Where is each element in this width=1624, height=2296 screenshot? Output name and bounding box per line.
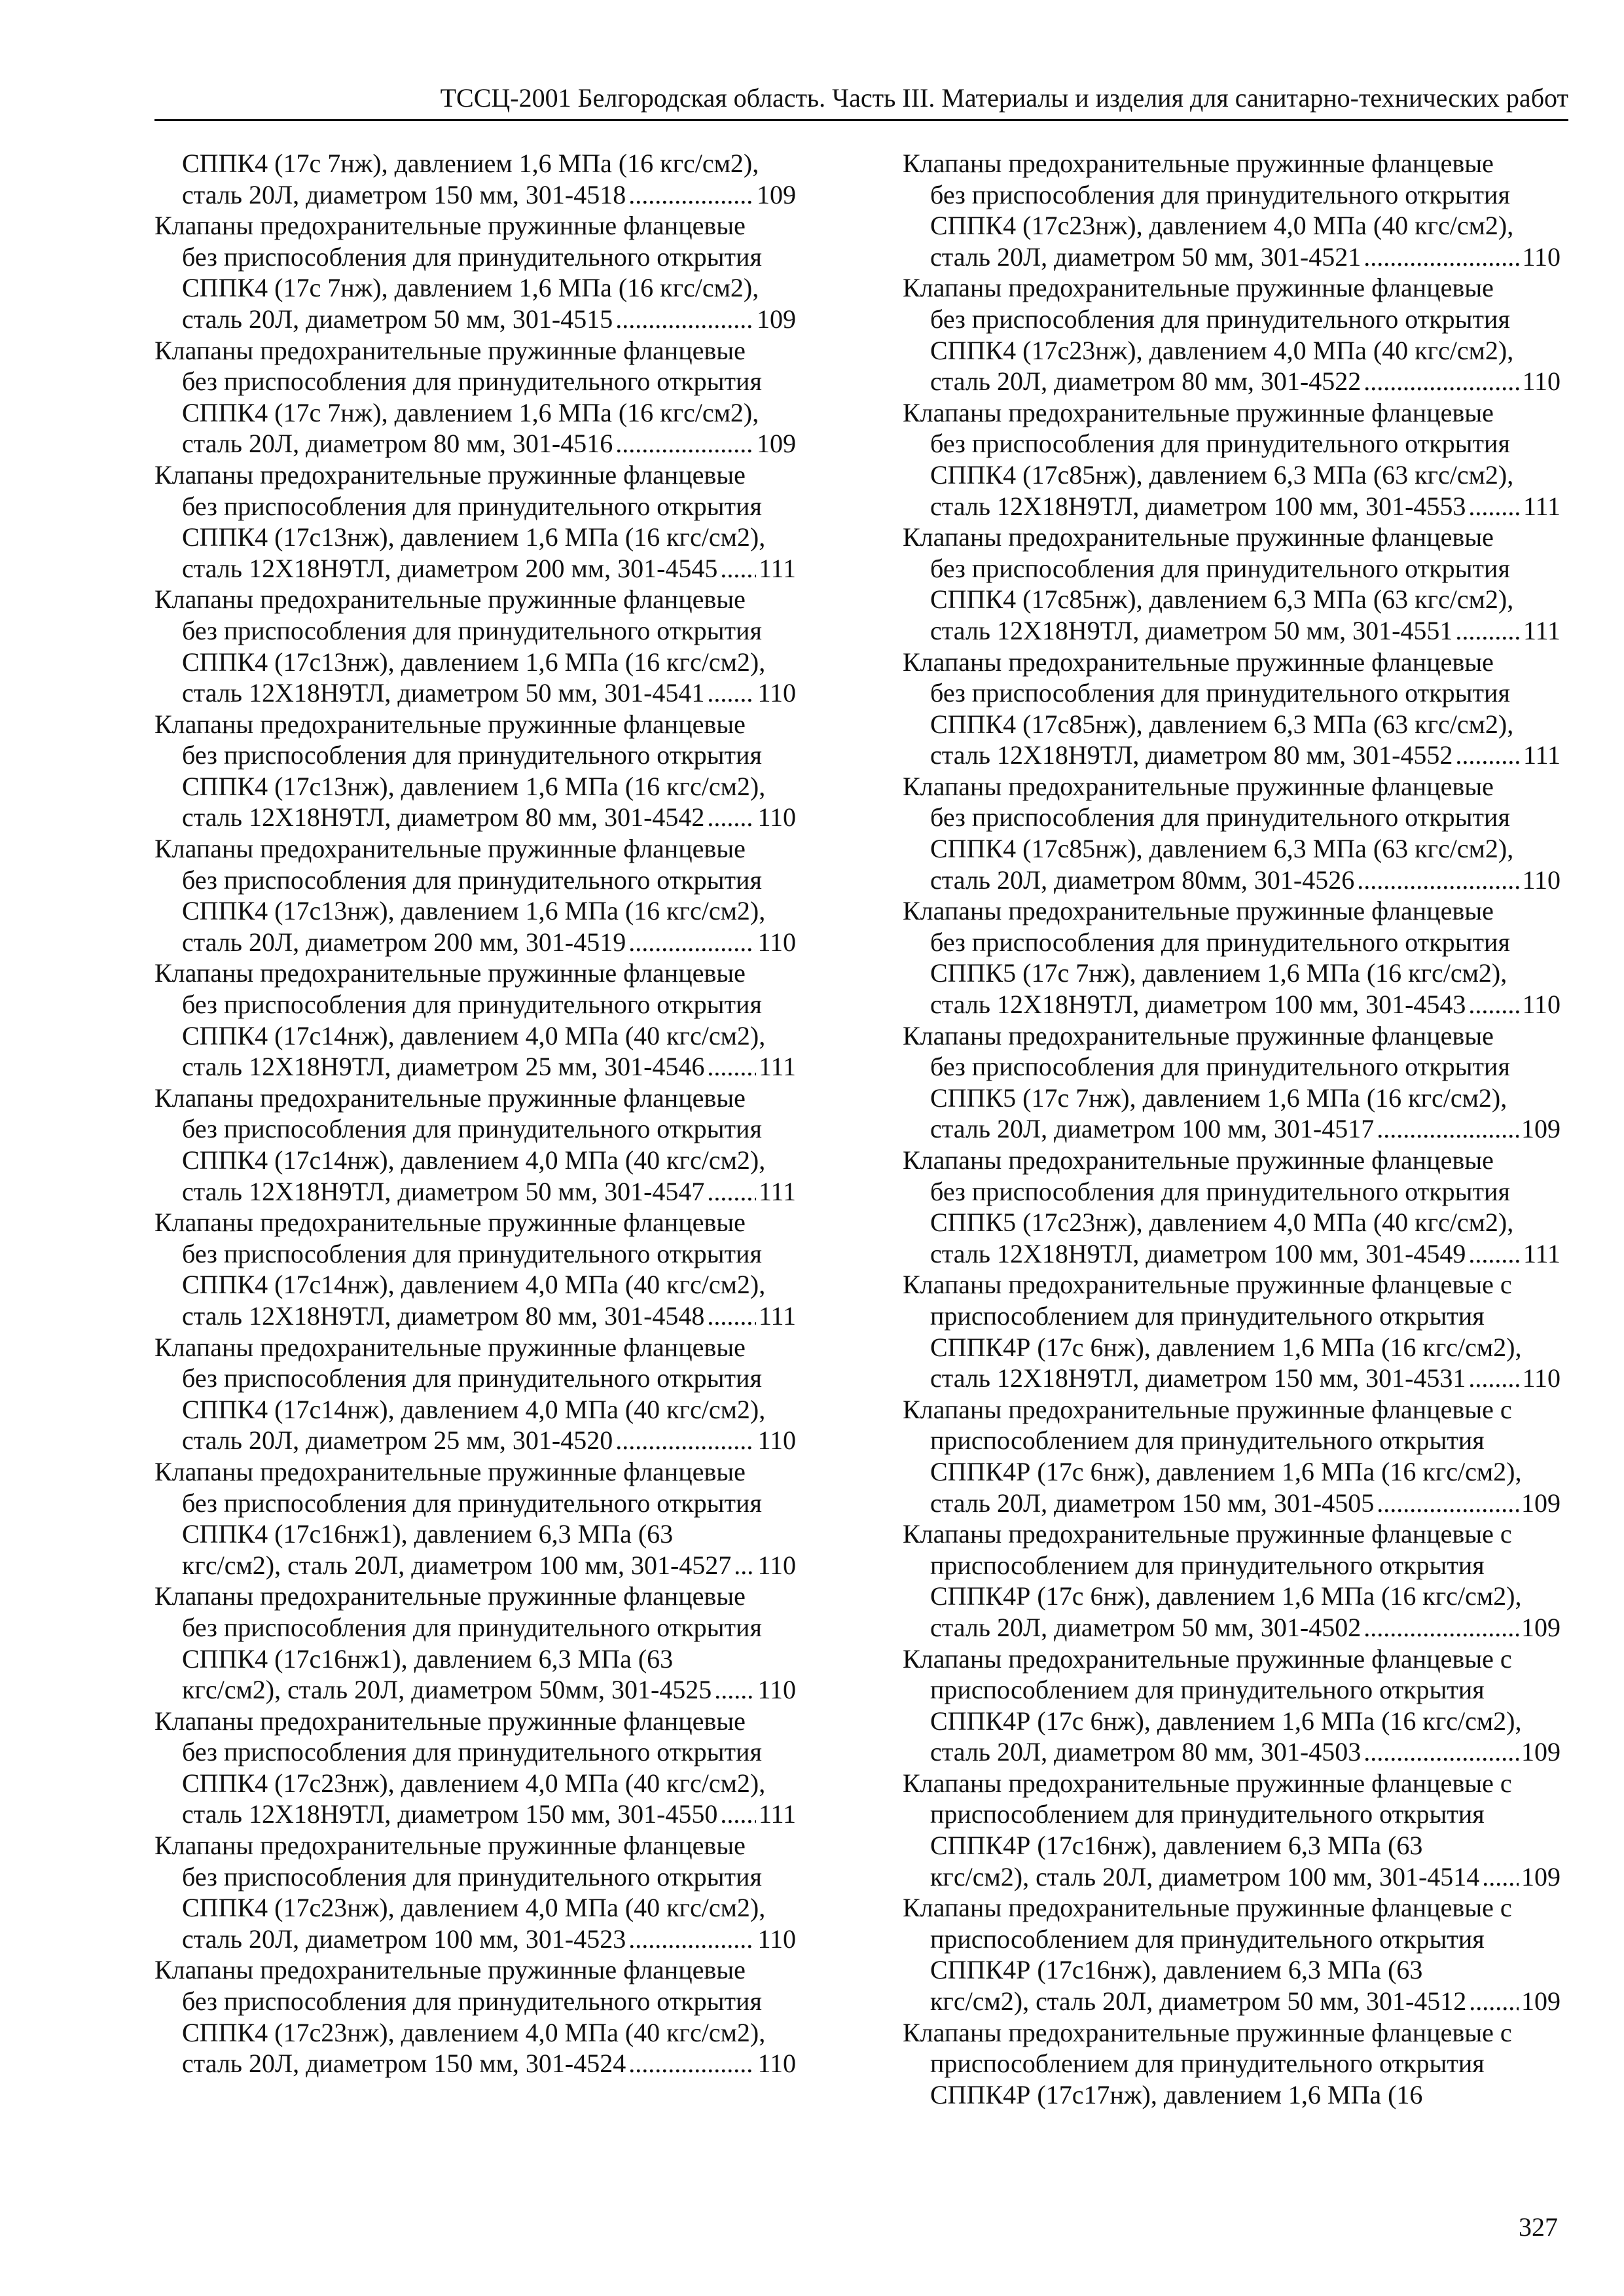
index-entry-line: без приспособления для принудительного открытия bbox=[182, 367, 762, 397]
dot-leader bbox=[707, 677, 755, 709]
index-entry-line bbox=[154, 1176, 796, 1208]
index-entry-line: СППК4 (17с23нж), давлением 4,0 МПа (40 кгс/см2), bbox=[930, 211, 1514, 241]
entry-text: кгс/см2), сталь 20Л, диаметром 100 мм, 301-4514 bbox=[930, 1861, 1480, 1892]
dot-leader bbox=[1363, 1736, 1519, 1768]
index-entry bbox=[154, 1207, 796, 1331]
index-entry-line: Клапаны предохранительные пружинные фланцевые bbox=[903, 1145, 1494, 1175]
entry-page-number: 110 bbox=[757, 927, 796, 957]
index-entry-line: Клапаны предохранительные пружинные фланцевые bbox=[154, 1831, 746, 1861]
index-entry-line: без приспособления для принудительного открытия bbox=[182, 1737, 762, 1767]
entry-page-number: 111 bbox=[1523, 491, 1561, 521]
page-number: 327 bbox=[1519, 2212, 1558, 2242]
index-entry bbox=[903, 1892, 1561, 2017]
index-entry bbox=[154, 459, 796, 584]
entry-text: сталь 20Л, диаметром 50 мм, 301-4502 bbox=[930, 1612, 1362, 1642]
index-entry-line: СППК4 (17с23нж), давлением 4,0 МПа (40 кгс/см2), bbox=[182, 1768, 766, 1798]
index-entry-line: без приспособления для принудительного открытия bbox=[930, 179, 1510, 209]
entry-page-number: 110 bbox=[757, 1550, 796, 1580]
dot-leader bbox=[1363, 242, 1519, 273]
index-entry-line: Клапаны предохранительные пружинные фланцевые bbox=[903, 771, 1494, 801]
index-entry-line: без приспособления для принудительного открытия bbox=[930, 678, 1510, 708]
entry-text: кгс/см2), сталь 20Л, диаметром 50мм, 301-4525 bbox=[182, 1675, 712, 1705]
index-entry-line: Клапаны предохранительные пружинные фланцевые с bbox=[903, 1643, 1512, 1674]
entry-page-number: 110 bbox=[1522, 367, 1561, 397]
index-entry-line: без приспособления для принудительного открытия bbox=[182, 1238, 762, 1268]
index-entry-line: СППК4 (17с13нж), давлением 1,6 МПа (16 кгс/см2), bbox=[182, 896, 766, 926]
index-entry-line: без приспособления для принудительного открытия bbox=[930, 553, 1510, 583]
dot-leader bbox=[628, 1924, 755, 1955]
index-entry-line: СППК4 (17с14нж), давлением 4,0 МПа (40 кгс/см2), bbox=[182, 1145, 766, 1175]
index-entry bbox=[903, 1394, 1561, 1518]
index-entry bbox=[154, 1332, 796, 1456]
entry-text: сталь 20Л, диаметром 100 мм, 301-4523 bbox=[182, 1924, 626, 1954]
index-entry-line: Клапаны предохранительные пружинные фланцевые с bbox=[903, 2017, 1512, 2047]
entry-page-number: 111 bbox=[758, 1300, 796, 1331]
index-entry bbox=[903, 397, 1561, 522]
entry-page-number: 109 bbox=[757, 429, 796, 459]
index-entry-line: приспособлением для принудительного открытия bbox=[930, 1300, 1485, 1331]
index-entry bbox=[154, 584, 796, 708]
index-entry-line bbox=[903, 1736, 1561, 1768]
entry-text: кгс/см2), сталь 20Л, диаметром 100 мм, 301-4527 bbox=[182, 1550, 732, 1580]
entry-page-number: 110 bbox=[1522, 242, 1561, 272]
index-entry-line: Клапаны предохранительные пружинные фланцевые bbox=[154, 211, 746, 241]
index-entry-line: приспособлением для принудительного открытия bbox=[930, 2049, 1485, 2079]
entry-text: сталь 20Л, диаметром 80 мм, 301-4516 bbox=[182, 429, 613, 459]
index-entry-line: без приспособления для принудительного открытия bbox=[182, 1488, 762, 1518]
index-entry-line: Клапаны предохранительные пружинные фланцевые bbox=[154, 1955, 746, 1985]
index-entry-line: Клапаны предохранительные пружинные фланцевые bbox=[154, 1456, 746, 1486]
dot-leader bbox=[707, 802, 755, 833]
entry-text: сталь 12Х18Н9ТЛ, диаметром 200 мм, 301-4545 bbox=[182, 553, 718, 583]
index-entry-line: СППК4 (17с23нж), давлением 4,0 МПа (40 кгс/см2), bbox=[930, 335, 1514, 365]
entry-page-number: 110 bbox=[757, 1675, 796, 1705]
dot-leader bbox=[734, 1550, 755, 1581]
dot-leader bbox=[707, 1051, 756, 1083]
index-entry-line bbox=[154, 1425, 796, 1456]
index-entry-line: СППК4Р (17с16нж), давлением 6,3 МПа (63 bbox=[930, 1955, 1423, 1985]
index-entry-line: без приспособления для принудительного открытия bbox=[182, 740, 762, 770]
entry-page-number: 109 bbox=[757, 304, 796, 334]
index-entry-line bbox=[154, 1924, 796, 1955]
entry-page-number: 109 bbox=[1521, 1861, 1561, 1892]
entry-page-number: 110 bbox=[1522, 1363, 1561, 1393]
index-entry-line bbox=[903, 366, 1561, 397]
index-entry-line: Клапаны предохранительные пружинные фланцевые bbox=[903, 149, 1494, 178]
index-entry-line bbox=[154, 2048, 796, 2079]
index-entry-line: СППК4 (17с14нж), давлением 4,0 МПа (40 кгс/см2), bbox=[182, 1020, 766, 1050]
entry-page-number: 109 bbox=[1521, 1737, 1561, 1767]
index-entry bbox=[154, 709, 796, 833]
dot-leader bbox=[707, 1300, 756, 1332]
dot-leader bbox=[1377, 1113, 1519, 1145]
index-entry-line: СППК4 (17с13нж), давлением 1,6 МПа (16 кгс/см2), bbox=[182, 522, 766, 552]
index-entry-line: без приспособления для принудительного открытия bbox=[182, 1612, 762, 1642]
dot-leader bbox=[1468, 1363, 1519, 1394]
index-entry bbox=[154, 335, 796, 459]
entry-text: сталь 20Л, диаметром 100 мм, 301-4517 bbox=[930, 1114, 1375, 1144]
entry-page-number: 110 bbox=[757, 1924, 796, 1954]
index-entry bbox=[903, 1768, 1561, 1892]
index-entry-line bbox=[154, 1051, 796, 1083]
index-entry-line bbox=[154, 1550, 796, 1581]
index-entry-line: СППК4Р (17с 6нж), давлением 1,6 МПа (16 кгс/см2), bbox=[930, 1456, 1522, 1486]
index-entry-line: без приспособления для принудительного открытия bbox=[182, 1363, 762, 1393]
entry-page-number: 111 bbox=[1523, 615, 1561, 645]
index-entry-line: Клапаны предохранительные пружинные фланцевые bbox=[903, 1020, 1494, 1050]
index-entry-line: приспособлением для принудительного открытия bbox=[930, 1426, 1485, 1456]
dot-leader bbox=[720, 1799, 756, 1830]
entry-text: сталь 20Л, диаметром 150 мм, 301-4518 bbox=[182, 179, 626, 209]
dot-leader bbox=[1455, 740, 1521, 771]
dot-leader bbox=[1482, 1861, 1519, 1893]
entry-text: сталь 12Х18Н9ТЛ, диаметром 50 мм, 301-4551 bbox=[930, 615, 1453, 645]
index-entry-line: СППК4 (17с85нж), давлением 6,3 МПа (63 кгс/см2), bbox=[930, 834, 1514, 864]
index-entry bbox=[903, 272, 1561, 397]
index-entry-line: СППК4 (17с 7нж), давлением 1,6 МПа (16 кгс/см2), bbox=[182, 397, 759, 427]
index-entry-line bbox=[903, 1861, 1561, 1893]
entry-page-number: 111 bbox=[1523, 740, 1561, 770]
entry-page-number: 110 bbox=[1522, 865, 1561, 895]
entry-text: сталь 12Х18Н9ТЛ, диаметром 80 мм, 301-4542 bbox=[182, 802, 705, 833]
entry-page-number: 111 bbox=[758, 1799, 796, 1829]
index-entry-line bbox=[903, 615, 1561, 647]
index-entry-line: Клапаны предохранительные пружинные фланцевые bbox=[154, 1083, 746, 1113]
index-entry-line bbox=[903, 491, 1561, 522]
dot-leader bbox=[1357, 865, 1519, 896]
index-entry-line: Клапаны предохранительные пружинные фланцевые с bbox=[903, 1519, 1512, 1549]
index-entry-line: приспособлением для принудительного открытия bbox=[930, 1550, 1485, 1580]
index-entry-line: без приспособления для принудительного открытия bbox=[182, 1114, 762, 1144]
index-entry bbox=[903, 2017, 1561, 2111]
entry-text: сталь 12Х18Н9ТЛ, диаметром 150 мм, 301-4531 bbox=[930, 1363, 1466, 1393]
index-entry-line: Клапаны предохранительные пружинные фланцевые bbox=[154, 1581, 746, 1611]
index-entry bbox=[154, 958, 796, 1082]
entry-page-number: 110 bbox=[757, 2049, 796, 2079]
index-entry-line bbox=[154, 553, 796, 584]
index-entry-line bbox=[903, 740, 1561, 771]
index-entry-line: Клапаны предохранительные пружинные фланцевые bbox=[154, 459, 746, 490]
index-column-left bbox=[154, 148, 796, 2079]
dot-leader bbox=[1455, 615, 1521, 647]
index-entry bbox=[903, 1269, 1561, 1393]
entry-text: сталь 20Л, диаметром 150 мм, 301-4505 bbox=[930, 1488, 1375, 1518]
index-entry bbox=[154, 1581, 796, 1705]
index-entry-line: СППК4 (17с16нж1), давлением 6,3 МПа (63 bbox=[182, 1643, 674, 1674]
entry-text: сталь 20Л, диаметром 80 мм, 301-4503 bbox=[930, 1737, 1362, 1767]
index-entry bbox=[903, 1518, 1561, 1643]
index-entry bbox=[903, 522, 1561, 646]
entry-text: сталь 12Х18Н9ТЛ, диаметром 25 мм, 301-4546 bbox=[182, 1052, 705, 1082]
index-entry-line: Клапаны предохранительные пружинные фланцевые bbox=[154, 584, 746, 615]
index-entry-line: СППК4 (17с14нж), давлением 4,0 МПа (40 кгс/см2), bbox=[182, 1394, 766, 1424]
dot-leader bbox=[628, 2048, 755, 2079]
index-entry bbox=[154, 1456, 796, 1581]
index-entry-line: Клапаны предохранительные пружинные фланцевые bbox=[903, 896, 1494, 926]
entry-page-number: 110 bbox=[757, 1426, 796, 1456]
index-entry-line: без приспособления для принудительного открытия bbox=[182, 1861, 762, 1892]
dot-leader bbox=[1377, 1488, 1519, 1519]
index-entry-line bbox=[903, 1113, 1561, 1145]
index-entry-line: СППК4Р (17с16нж), давлением 6,3 МПа (63 bbox=[930, 1831, 1423, 1861]
entry-text: сталь 12Х18Н9ТЛ, диаметром 150 мм, 301-4550 bbox=[182, 1799, 718, 1829]
entry-text: сталь 12Х18Н9ТЛ, диаметром 50 мм, 301-4547 bbox=[182, 1176, 705, 1206]
index-entry-line: СППК4 (17с85нж), давлением 6,3 МПа (63 кгс/см2), bbox=[930, 584, 1514, 615]
entry-text: сталь 20Л, диаметром 150 мм, 301-4524 bbox=[182, 2049, 626, 2079]
index-entry-line bbox=[154, 1674, 796, 1706]
index-entry-line: Клапаны предохранительные пружинные фланцевые с bbox=[903, 1768, 1512, 1798]
index-entry bbox=[154, 210, 796, 334]
index-entry-line: Клапаны предохранительные пружинные фланцевые с bbox=[903, 1270, 1512, 1300]
index-entry bbox=[903, 1145, 1561, 1269]
index-entry-line bbox=[154, 677, 796, 709]
index-entry bbox=[903, 647, 1561, 771]
entry-page-number: 111 bbox=[758, 1052, 796, 1082]
index-entry bbox=[903, 1020, 1561, 1145]
entry-text: сталь 12Х18Н9ТЛ, диаметром 100 мм, 301-4553 bbox=[930, 491, 1466, 521]
index-entry bbox=[903, 771, 1561, 895]
dot-leader bbox=[1468, 491, 1521, 522]
index-entry-line bbox=[903, 1986, 1561, 2017]
index-entry-line: без приспособления для принудительного открытия bbox=[182, 242, 762, 272]
index-entry-line bbox=[903, 865, 1561, 896]
index-entry bbox=[154, 1083, 796, 1207]
index-entry-line bbox=[903, 989, 1561, 1020]
entry-page-number: 111 bbox=[758, 553, 796, 583]
index-entry-line: Клапаны предохранительные пружинные фланцевые bbox=[154, 1208, 746, 1238]
index-entry-line bbox=[903, 242, 1561, 273]
entry-page-number: 111 bbox=[758, 1176, 796, 1206]
index-entry-line: СППК4 (17с16нж1), давлением 6,3 МПа (63 bbox=[182, 1519, 674, 1549]
index-entry-line: СППК4 (17с13нж), давлением 1,6 МПа (16 кгс/см2), bbox=[182, 771, 766, 801]
index-entry-line: Клапаны предохранительные пружинные фланцевые bbox=[154, 1332, 746, 1362]
index-entry-line: приспособлением для принудительного открытия bbox=[930, 1799, 1485, 1829]
entry-page-number: 110 bbox=[757, 802, 796, 833]
entry-text: сталь 20Л, диаметром 80 мм, 301-4522 bbox=[930, 367, 1362, 397]
dot-leader bbox=[1363, 366, 1519, 397]
entry-page-number: 109 bbox=[1521, 1986, 1561, 2017]
index-entry-line bbox=[154, 1799, 796, 1830]
dot-leader bbox=[1469, 1986, 1519, 2017]
index-entry-line bbox=[903, 1238, 1561, 1270]
dot-leader bbox=[615, 428, 754, 459]
entry-text: сталь 12Х18Н9ТЛ, диаметром 100 мм, 301-4549 bbox=[930, 1238, 1466, 1268]
index-entry-line: СППК4 (17с23нж), давлением 4,0 МПа (40 кгс/см2), bbox=[182, 1893, 766, 1923]
index-entry-line: без приспособления для принудительного открытия bbox=[930, 429, 1510, 459]
index-entry bbox=[154, 1830, 796, 1954]
index-entry-line: СППК4 (17с85нж), давлением 6,3 МПа (63 кгс/см2), bbox=[930, 709, 1514, 739]
index-entry bbox=[154, 1706, 796, 1830]
index-entry bbox=[903, 1643, 1561, 1768]
dot-leader bbox=[628, 927, 755, 958]
index-entry-line bbox=[154, 179, 796, 211]
index-entry-line: без приспособления для принудительного открытия bbox=[182, 865, 762, 895]
entry-page-number: 110 bbox=[757, 678, 796, 708]
entry-text: кгс/см2), сталь 20Л, диаметром 50 мм, 301-4512 bbox=[930, 1986, 1467, 2017]
index-entry-line: СППК4 (17с 7нж), давлением 1,6 МПа (16 кгс/см2), bbox=[182, 273, 759, 303]
dot-leader bbox=[720, 553, 756, 584]
index-entry-line: Клапаны предохранительные пружинные фланцевые bbox=[903, 647, 1494, 677]
index-entry-line: без приспособления для принудительного открытия bbox=[930, 1052, 1510, 1082]
running-header: ТССЦ-2001 Белгородская область. Часть III. Материалы и изделия для санитарно-технических работ bbox=[154, 79, 1568, 121]
index-entry-line: Клапаны предохранительные пружинные фланцевые с bbox=[903, 1394, 1512, 1424]
dot-leader bbox=[615, 304, 754, 335]
entry-page-number: 109 bbox=[1521, 1612, 1561, 1642]
index-column-right bbox=[903, 148, 1561, 2110]
index-entry-line bbox=[903, 1363, 1561, 1394]
index-entry-line: без приспособления для принудительного открытия bbox=[182, 990, 762, 1020]
dot-leader bbox=[1468, 989, 1519, 1020]
index-entry-line: Клапаны предохранительные пружинные фланцевые bbox=[154, 335, 746, 365]
index-entry-line: СППК5 (17с 7нж), давлением 1,6 МПа (16 кгс/см2), bbox=[930, 958, 1507, 988]
index-entry-line bbox=[154, 304, 796, 335]
index-entry-line: без приспособления для принудительного открытия bbox=[182, 615, 762, 645]
entry-text: сталь 12Х18Н9ТЛ, диаметром 80 мм, 301-4552 bbox=[930, 740, 1453, 770]
entry-text: сталь 20Л, диаметром 200 мм, 301-4519 bbox=[182, 927, 626, 957]
index-entry-line: без приспособления для принудительного открытия bbox=[930, 304, 1510, 334]
index-entry-line: Клапаны предохранительные пружинные фланцевые bbox=[154, 709, 746, 739]
index-entry-line: без приспособления для принудительного открытия bbox=[930, 927, 1510, 957]
entry-page-number: 109 bbox=[1521, 1114, 1561, 1144]
index-entry-line: СППК4Р (17с17нж), давлением 1,6 МПа (16 bbox=[930, 2079, 1423, 2109]
entry-text: сталь 12Х18Н9ТЛ, диаметром 50 мм, 301-4541 bbox=[182, 678, 705, 708]
index-entry-line: приспособлением для принудительного открытия bbox=[930, 1675, 1485, 1705]
index-entry-line: СППК4Р (17с 6нж), давлением 1,6 МПа (16 кгс/см2), bbox=[930, 1332, 1522, 1362]
entry-text: сталь 20Л, диаметром 50 мм, 301-4515 bbox=[182, 304, 613, 334]
index-entry-line: СППК4 (17с85нж), давлением 6,3 МПа (63 кгс/см2), bbox=[930, 459, 1514, 490]
index-entry-line: Клапаны предохранительные пружинные фланцевые bbox=[903, 273, 1494, 303]
dot-leader bbox=[628, 179, 754, 211]
dot-leader bbox=[1363, 1612, 1519, 1643]
index-entry bbox=[903, 895, 1561, 1020]
index-entry-line: Клапаны предохранительные пружинные фланцевые bbox=[903, 522, 1494, 552]
index-entry-line: СППК4 (17с23нж), давлением 4,0 МПа (40 кгс/см2), bbox=[182, 2017, 766, 2047]
index-entry-line bbox=[154, 428, 796, 459]
entry-text: сталь 12Х18Н9ТЛ, диаметром 100 мм, 301-4543 bbox=[930, 990, 1466, 1020]
index-entry-line: Клапаны предохранительные пружинные фланцевые bbox=[154, 834, 746, 864]
index-entry-line: Клапаны предохранительные пружинные фланцевые bbox=[903, 397, 1494, 427]
index-entry-line: без приспособления для принудительного открытия bbox=[182, 1986, 762, 2017]
index-entry-line: без приспособления для принудительного открытия bbox=[182, 491, 762, 521]
index-entry-line: СППК4Р (17с 6нж), давлением 1,6 МПа (16 кгс/см2), bbox=[930, 1581, 1522, 1611]
index-entry-line bbox=[903, 1488, 1561, 1519]
dot-leader bbox=[714, 1674, 755, 1706]
entry-page-number: 109 bbox=[757, 179, 796, 209]
index-entry-line: без приспособления для принудительного открытия bbox=[930, 1176, 1510, 1206]
index-entry-line bbox=[154, 1300, 796, 1332]
entry-text: сталь 20Л, диаметром 80мм, 301-4526 bbox=[930, 865, 1355, 895]
index-entry-line: Клапаны предохранительные пружинные фланцевые bbox=[154, 1706, 746, 1736]
index-entry-line: СППК4Р (17с 6нж), давлением 1,6 МПа (16 кгс/см2), bbox=[930, 1706, 1522, 1736]
index-entry-line: СППК4 (17с13нж), давлением 1,6 МПа (16 кгс/см2), bbox=[182, 647, 766, 677]
index-entry-line: приспособлением для принудительного открытия bbox=[930, 1924, 1485, 1954]
index-entry bbox=[154, 833, 796, 958]
index-entry-line: СППК4 (17с14нж), давлением 4,0 МПа (40 кгс/см2), bbox=[182, 1270, 766, 1300]
index-entry-line: СППК4 (17с 7нж), давлением 1,6 МПа (16 кгс/см2), bbox=[182, 149, 759, 178]
entry-page-number: 110 bbox=[1522, 990, 1561, 1020]
index-entry-line: без приспособления для принудительного открытия bbox=[930, 802, 1510, 833]
dot-leader bbox=[615, 1425, 755, 1456]
index-entry-line bbox=[154, 802, 796, 833]
entry-page-number: 109 bbox=[1521, 1488, 1561, 1518]
entry-text: сталь 12Х18Н9ТЛ, диаметром 80 мм, 301-4548 bbox=[182, 1300, 705, 1331]
index-entry-line bbox=[154, 927, 796, 958]
index-entry-line bbox=[903, 1612, 1561, 1643]
entry-page-number: 111 bbox=[1523, 1238, 1561, 1268]
index-entry-line: СППК5 (17с23нж), давлением 4,0 МПа (40 кгс/см2), bbox=[930, 1208, 1514, 1238]
entry-text: сталь 20Л, диаметром 50 мм, 301-4521 bbox=[930, 242, 1362, 272]
index-entry bbox=[154, 148, 796, 210]
entry-text: сталь 20Л, диаметром 25 мм, 301-4520 bbox=[182, 1426, 613, 1456]
index-entry bbox=[154, 1954, 796, 2079]
dot-leader bbox=[1468, 1238, 1521, 1270]
index-entry bbox=[903, 148, 1561, 272]
index-entry-line: СППК5 (17с 7нж), давлением 1,6 МПа (16 кгс/см2), bbox=[930, 1083, 1507, 1113]
index-entry-line: Клапаны предохранительные пружинные фланцевые с bbox=[903, 1893, 1512, 1923]
index-entry-line: Клапаны предохранительные пружинные фланцевые bbox=[154, 958, 746, 988]
dot-leader bbox=[707, 1176, 756, 1208]
